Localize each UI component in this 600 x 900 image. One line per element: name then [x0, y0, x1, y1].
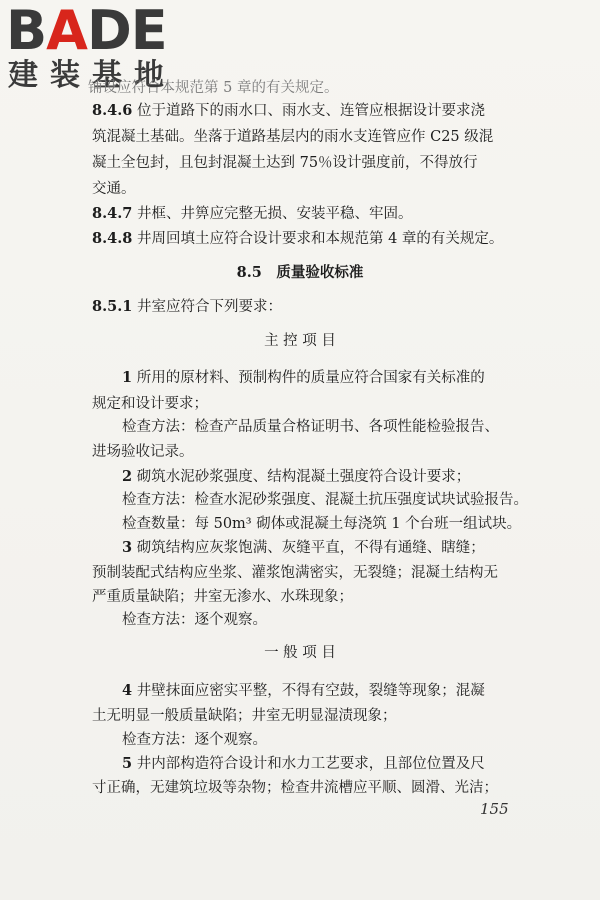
text-line: 严重质量缺陷；井室无渗水、水珠现象；	[92, 589, 353, 605]
text-line: 检查方法：检查产品质量合格证明书、各项性能检验报告、	[122, 419, 499, 435]
clause-text: 井框、井箅应完整无损、安装平稳、牢固。	[136, 206, 413, 222]
text-line: 检查方法：逐个观察。	[122, 612, 267, 628]
text-line: 交通。	[92, 181, 136, 197]
main-items-heading: 主 控 项 目	[264, 333, 336, 349]
item-number: 2	[122, 468, 133, 485]
clause-number: 8.4.8	[92, 230, 133, 247]
clause-8-4-8	[92, 229, 503, 249]
logo-letter-a: A	[46, 0, 87, 62]
item-text: 井内部构造符合设计和水力工艺要求，且部位位置及尺	[136, 756, 485, 772]
text-line: 检查方法：逐个观察。	[122, 732, 267, 748]
general-items-heading: 一 般 项 目	[264, 645, 336, 661]
text-line: 检查方法：检查水泥砂浆强度、混凝土抗压强度试块试验报告。	[122, 492, 528, 508]
text-line: 铺设应符合本规范第 5 章的有关规定。	[88, 80, 339, 96]
text-line: 寸正确，无建筑垃圾等杂物；检查井流槽应平顺、圆滑、光洁；	[92, 780, 498, 796]
logo-letters-de: DE	[86, 0, 167, 62]
item-4	[122, 681, 485, 701]
clause-8-4-7	[92, 204, 412, 224]
clause-number: 8.4.7	[92, 205, 133, 222]
item-5	[122, 754, 485, 774]
clause-text: 位于道路下的雨水口、雨水支、连管应根据设计要求浇	[136, 103, 485, 119]
clause-number: 8.4.6	[92, 102, 133, 119]
text-line: 凝土全包封，且包封混凝土达到 75％设计强度前，不得放行	[92, 155, 478, 171]
item-text: 井壁抹面应密实平整，不得有空鼓，裂缝等现象；混凝	[136, 683, 485, 699]
logo-subtitle: 建装基地	[8, 58, 176, 93]
clause-8-4-6	[92, 101, 485, 121]
item-2	[122, 467, 470, 487]
text-line: 筑混凝土基础。坐落于道路基层内的雨水支连管应作 C25 级混	[92, 129, 494, 145]
item-number: 4	[122, 682, 133, 699]
clause-8-5-1	[92, 297, 282, 317]
clause-number: 8.5.1	[92, 298, 133, 315]
section-title: 8.5 质量验收标准	[236, 264, 364, 281]
item-text: 砌筑结构应灰浆饱满、灰缝平直，不得有通缝、瞎缝；	[136, 540, 485, 556]
text-line: 预制装配式结构应坐浆、灌浆饱满密实，无裂缝；混凝土结构无	[92, 565, 498, 581]
clause-text: 井周回填土应符合设计要求和本规范第 4 章的有关规定。	[136, 231, 504, 247]
item-number: 1	[122, 369, 133, 386]
clause-text: 井室应符合下列要求：	[136, 299, 282, 315]
text-line: 规定和设计要求；	[92, 396, 208, 412]
item-text: 所用的原材料、预制构件的质量应符合国家有关标准的	[136, 370, 485, 386]
item-number: 3	[122, 539, 133, 556]
text-line: 进场验收记录。	[92, 444, 194, 460]
item-1	[122, 368, 485, 388]
item-3	[122, 538, 485, 558]
logo-letter-b: B	[6, 0, 47, 62]
text-line: 检查数量：每 50m³ 砌体或混凝土每浇筑 1 个台班一组试块。	[122, 516, 522, 532]
text-line: 土无明显一般质量缺陷；井室无明显湿渍现象；	[92, 708, 397, 724]
item-text: 砌筑水泥砂浆强度、结构混凝土强度符合设计要求；	[136, 469, 471, 485]
item-number: 5	[122, 755, 133, 772]
page-number: 155	[480, 800, 509, 818]
